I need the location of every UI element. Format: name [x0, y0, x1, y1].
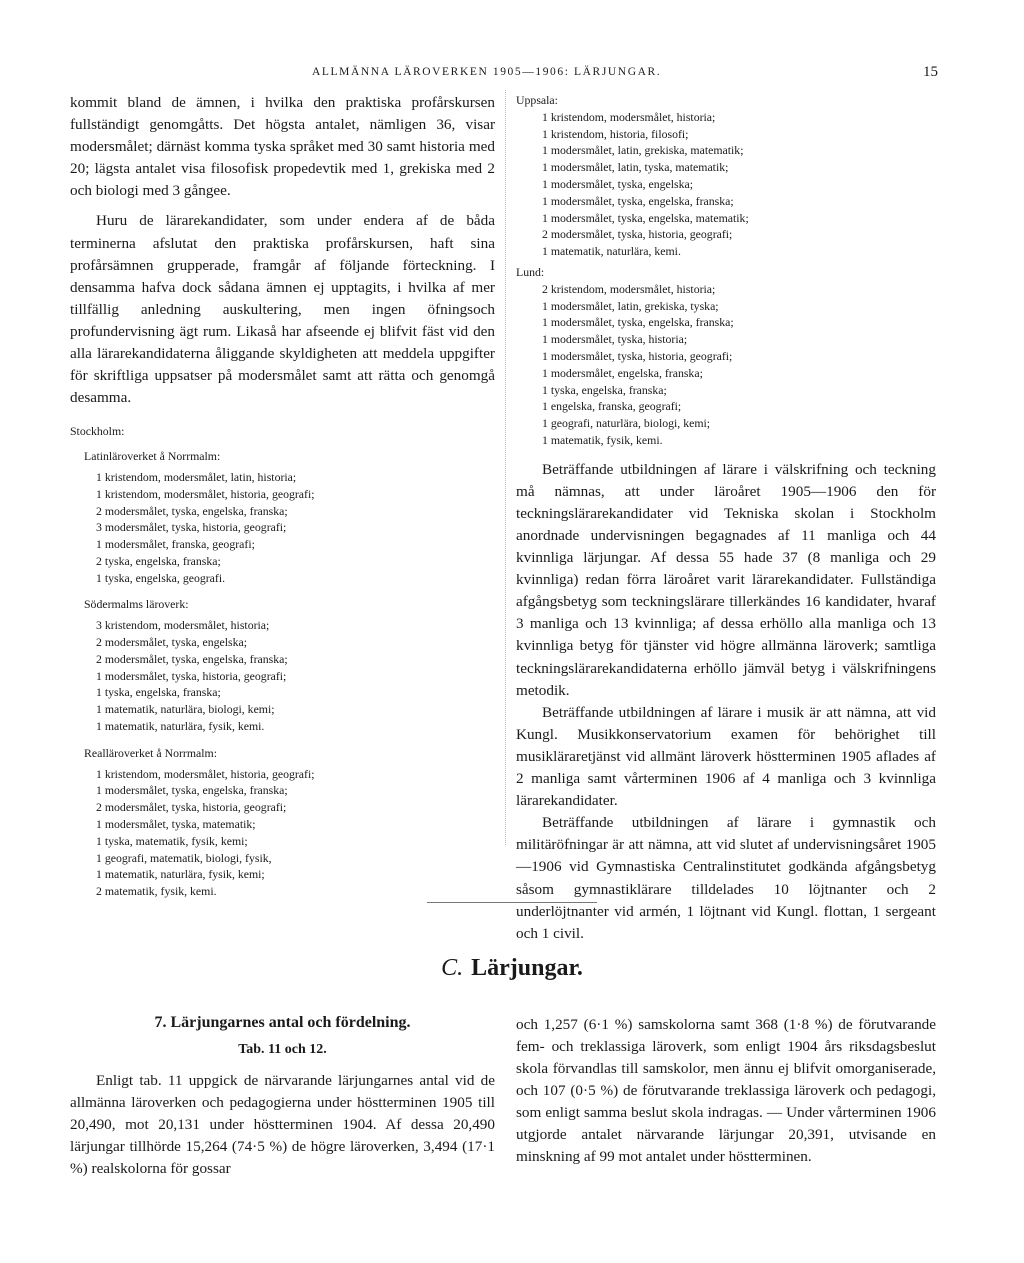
university-name: Uppsala:: [516, 93, 558, 107]
list-item: 1 modersmålet, tyska, engelska, franska;: [96, 783, 288, 798]
list-item: 2 matematik, fysik, kemi.: [96, 884, 217, 899]
section-heading: [0, 955, 1024, 982]
university-list: [516, 264, 936, 449]
school-list: [70, 448, 495, 586]
list-item: 1 matematik, naturlära, biologi, kemi;: [96, 702, 275, 717]
bottom-left-text: [70, 1070, 495, 1180]
list-item: 1 kristendom, modersmålet, historia, geografi;: [96, 766, 315, 781]
list-item: 1 modersmålet, tyska, engelska, franska;: [542, 193, 734, 208]
page-number: 15: [923, 64, 938, 80]
school-name: Latinläroverket å Norrmalm:: [84, 449, 221, 464]
list-item: 1 modersmålet, latin, grekiska, tyska;: [542, 298, 719, 313]
list-item: 1 kristendom, modersmålet, historia;: [542, 109, 716, 124]
list-item: 2 modersmålet, tyska, historia, geografi;: [542, 227, 733, 242]
gymnastics-teachers-paragraph: Beträffande utbildningen af lärare i gymnastik och militäröfningar är att nämna, att vid slutet af undervisningsåret 1905—1906 vid Gymnastiska Centralinstitutet godkända afgångsbetyg såsom gymnastiklärare tilldelades 10 löjtnanter och 2 underlöjtnanter vid armén, 1 löjtnant vid Kungl. flottan, 1 sergeant och 1 civil.: [516, 814, 936, 942]
list-item: 1 modersmålet, tyska, historia;: [542, 332, 688, 347]
list-item: 1 modersmålet, latin, grekiska, matematik;: [542, 143, 744, 158]
listing-paragraph: Huru de lärarekandidater, som under endera af de båda terminerna afslutat den praktiska profårskursen, haft sina profårsämnen grupperade, framgår af följande förteckning. I densamma hafva dock sådana ämnen ej upptagits, i hvilka af mer tillfällig anledning auskultering, men ingen öfningsoch profundervisning ägt rum. Likaså har afseende ej blifvit fäst vid den alla lärarekandidaterna åliggande skyldigheten att meddela uppgifter för skriftliga uppsatser på modersmålet samt att rätta och genomgå desamma.: [70, 212, 495, 407]
section-divider: [427, 902, 597, 903]
list-item: 1 tyska, engelska, geografi.: [96, 570, 226, 585]
list-item: 1 modersmålet, tyska, engelska, franska;: [542, 315, 734, 330]
list-item: 1 tyska, matematik, fysik, kemi;: [96, 833, 248, 848]
list-item: 2 modersmålet, tyska, historia, geografi;: [96, 800, 287, 815]
list-item: 1 modersmålet, tyska, historia, geografi;: [542, 348, 733, 363]
school-list: [70, 596, 495, 734]
list-item: 1 kristendom, historia, filosofi;: [542, 126, 689, 141]
list-item: 1 modersmålet, tyska, engelska, matematik;: [542, 210, 749, 225]
list-item: 2 tyska, engelska, franska;: [96, 553, 221, 568]
university-name: Lund:: [516, 264, 545, 279]
list-item: 1 tyska, engelska, franska;: [96, 685, 221, 700]
section-letter: C.: [441, 955, 464, 981]
section-title: Lärjungar.: [471, 955, 583, 981]
list-item: 1 geografi, naturlära, biologi, kemi;: [542, 416, 711, 431]
list-item: 2 kristendom, modersmålet, historia;: [542, 281, 716, 296]
left-column: [70, 92, 495, 900]
enrollment-paragraph: Enligt tab. 11 uppgick de närvarande lärjungarnes antal vid de allmänna läroverken och pedagogierna under höstterminen 1905 till 20,490, mot 20,131 under höstterminen 1904. Af dessa 20,490 lärjungar tillhörde 15,264 (74·5 %) de högre läroverken, 3,494 (17·1 %) realskolorna för gossar: [70, 1072, 495, 1177]
list-item: 1 modersmålet, tyska, engelska;: [542, 176, 694, 191]
list-item: 1 tyska, engelska, franska;: [542, 382, 667, 397]
column-rule: [505, 90, 506, 845]
bottom-right-text: [516, 1014, 936, 1168]
running-head: ALLMÄNNA LÄROVERKEN 1905—1906: LÄRJUNGAR.: [312, 66, 662, 78]
school-name: Realläroverket å Norrmalm:: [84, 745, 217, 760]
school-name: Södermalms läroverk:: [84, 597, 189, 612]
list-item: 3 kristendom, modersmålet, historia;: [96, 618, 270, 633]
list-item: 2 modersmålet, tyska, engelska, franska;: [96, 651, 288, 666]
university-list: [516, 92, 936, 260]
list-item: 2 modersmålet, tyska, engelska, franska;: [96, 503, 288, 518]
list-item: 1 modersmålet, engelska, franska;: [542, 365, 703, 380]
list-item: 1 modersmålet, franska, geografi;: [96, 537, 255, 552]
subsection-heading: 7. Lärjungarnes antal och fördelning.: [154, 1014, 411, 1031]
list-item: 1 kristendom, modersmålet, historia, geografi;: [96, 486, 315, 501]
school-list: [70, 745, 495, 900]
table-reference: Tab. 11 och 12.: [238, 1042, 327, 1057]
list-item: 3 modersmålet, tyska, historia, geografi;: [96, 520, 287, 535]
right-column: [516, 92, 936, 945]
list-item: 1 modersmålet, tyska, matematik;: [96, 817, 256, 832]
intro-paragraph: kommit bland de ämnen, i hvilka den praktiska profårskursen fullständigt genomgåtts. Det högsta antalet, nämligen 36, visar modersmålet; därnäst komma tyska språket med 30 samt historia med 20; lägsta antalet visa filosofisk propedevtik med 1, grekiska med 2 och biologi med 3 gångee.: [70, 94, 495, 200]
list-item: 1 matematik, naturlära, kemi.: [542, 244, 681, 259]
list-item: 1 matematik, naturlära, fysik, kemi.: [96, 719, 265, 734]
list-item: 1 kristendom, modersmålet, latin, historia;: [96, 469, 297, 484]
list-item: 1 modersmålet, latin, tyska, matematik;: [542, 160, 729, 175]
list-item: 1 matematik, fysik, kemi.: [542, 432, 663, 447]
list-item: 1 matematik, naturlära, fysik, kemi;: [96, 867, 265, 882]
drawing-teachers-paragraph: Beträffande utbildningen af lärare i välskrifning och teckning må nämnas, att under läroåret 1905—1906 den för teckningslärarekandidater vid Tekniska skolan i Stockholm anordnade undervisningen begagnades af 11 manliga och 44 kvinnliga lärjungar. Af dessa 55 hade 37 (8 manliga och 29 kvinnliga) redan förra läroåret varit lärarekandidater. Fullständiga afgångsbetyg som teckningslärare tillerkändes 16 kandidater, hvaraf 3 manliga och 13 kvinnliga; af dessa erhöllo alla manliga och 13 kvinnliga betyg för tjänster vid högre allmänna läroverk; samtliga teckningslärarekandidaterna erhöllo jämväl betyg i välskrifningens metodik.: [516, 460, 936, 699]
enrollment-continuation: och 1,257 (6·1 %) samskolorna samt 368 (1·8 %) de förutvarande fem- och treklassiga läroverk, som enligt 1904 års riksdagsbeslut skola förvandlas till samskolor, men ännu ej blifvit omorganiserade, och 107 (0·5 %) de förutvarande treklassiga läroverk och pedagogi, som enligt samma beslut skola indragas. — Under vårterminen 1906 utgjorde antalet närvarande lärjungar 20,391, utvisande en minskning af 99 mot antalet under höstterminen.: [516, 1016, 936, 1165]
city-heading: Stockholm:: [70, 424, 125, 439]
list-item: 1 engelska, franska, geografi;: [542, 399, 682, 414]
list-item: 1 geografi, matematik, biologi, fysik,: [96, 850, 272, 865]
music-teachers-paragraph: Beträffande utbildningen af lärare i musik är att nämna, att vid Kungl. Musikkonservatorium examen för behörighet till musiklärаretjänst vid allmänt läroverk höstterminen 1905 aflades af 2 manliga samt vårterminen 1906 af 4 manliga och 3 kvinnliga lärarekandidater.: [516, 703, 936, 810]
list-item: 1 modersmålet, tyska, historia, geografi;: [96, 668, 287, 683]
list-item: 2 modersmålet, tyska, engelska;: [96, 635, 248, 650]
